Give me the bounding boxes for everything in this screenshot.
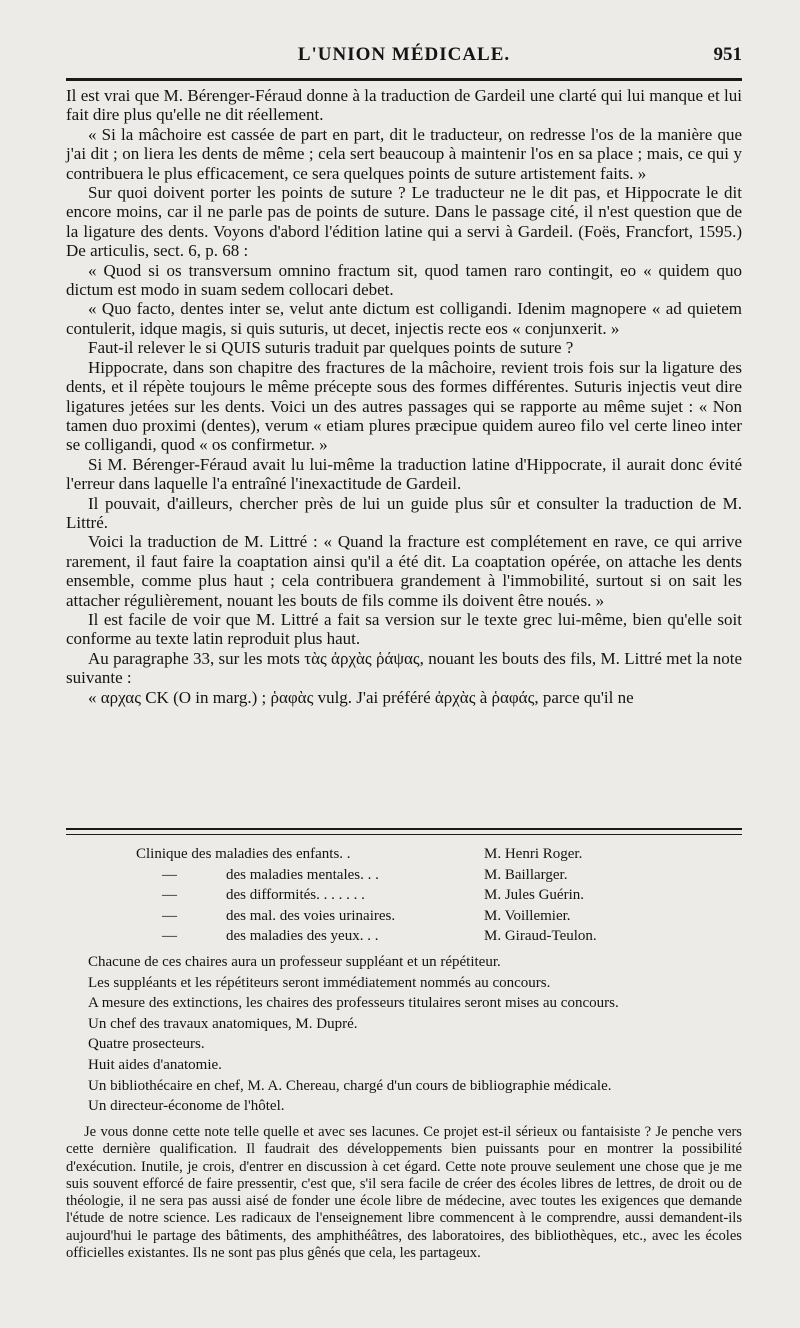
paragraph: Voici la traduction de M. Littré : « Quand la fracture est complétement en rave, ce qui arrive rarement, il faut faire la coaptation ainsi qu'il a été dit. La coaptation opérée, on attache les dents ensemble, comme plus haut ; cela contribuera grandement à l'immobilité, surtout si on sait les attacher régulièrement, nouant les bouts de fils comme ils doivent être noués. »	[66, 532, 742, 610]
paragraph: Sur quoi doivent porter les points de suture ? Le traducteur ne le dit pas, et Hippocrate le dit encore moins, car il ne parle pas de points de suture. Dans le passage cité, il n'est question que de la ligature des dents. Voyons d'abord l'édition latine qui a servi à Gardeil. (Foës, Francfort, 1595.) De articulis, sect. 6, p. 68 :	[66, 183, 742, 261]
section-divider	[66, 828, 742, 835]
closing-commentary	[66, 1124, 742, 1262]
chair-name: des mal. des voies urinaires.	[226, 907, 396, 924]
chair-prefix: —	[162, 928, 177, 944]
paragraph: Il est facile de voir que M. Littré a fait sa version sur le texte grec lui-même, bien qu'elle soit conforme au texte latin reproduit plus haut.	[66, 609, 742, 649]
chair-row	[66, 885, 742, 906]
paragraph: Hippocrate, dans son chapitre des fractures de la mâchoire, revient trois fois sur la ligature des dents, et il répète toujours le même précepte sous des formes différentes. Suturis injectis veut dire ligatures jetées sur les dents. Voici un des autres passages qui se rapporte au même sujet : « Non tamen duo proximi (dentes), verum « etiam plures præcipue quidem aureo filo vel certe lineo inter se colligandi, quod « os confirmetur. »	[66, 357, 742, 455]
paragraph: Il est vrai que M. Bérenger-Féraud donne à la traduction de Gardeil une clarté qui lui manque et lui fait dire plus qu'elle ne dit réellement.	[66, 86, 742, 125]
page-number: 951	[713, 44, 742, 65]
closing-paragraph: Je vous donne cette note telle quelle et avec ses lacunes. Ce projet est-il sérieux ou fantaisiste ? Je penche vers cette dernière qualification. Il faudrait des développements bien puissants pour en montrer la possibilité d'exécution. Inutile, je crois, d'entrer en discussion à cet égard. Cette note prouve seulement une chose que je me suis souvent efforcé de faire pressentir, c'est que, s'il sera facile de créer des écoles libres de lettres, de droit ou de théologie, il ne sera pas aussi aisé de fonder une école libre de médecine, avec toutes les exigences que demande l'étude de notre science. Les radicaux de l'enseignement libre commencent à le comprendre, aussi demandent-ils aujourd'hui le partage des bâtiments, des amphithéâtres, des laboratoires, des bibliothèques, etc., avec les écoles officielles existantes. Ils ne sont pas plus gênés que cela, les partageux.	[66, 1124, 742, 1262]
staff-line: Un chef des travaux anatomiques, M. Dupré.	[88, 1015, 358, 1032]
chair-name: des difformités. . . . . . .	[226, 887, 365, 903]
chair-name: Clinique des maladies des enfants. .	[136, 846, 351, 862]
chair-prefix: —	[162, 887, 177, 903]
chair-professor: M. Baillarger.	[484, 866, 568, 883]
chair-name: des maladies des yeux. . .	[226, 928, 379, 944]
chair-name: des maladies mentales. . .	[226, 866, 379, 883]
page-header	[66, 40, 742, 74]
chairs-list	[66, 844, 742, 947]
paragraph: « Si la mâchoire est cassée de part en part, dit le traducteur, on redresse l'os de la manière que j'ai dit ; on liera les dents de même ; cela sert beaucoup à maintenir l'os en sa place ; mais, ce qui y contribuera le plus efficacement, ce sera quelques points de suture artistement faits. »	[66, 124, 742, 183]
chair-professor: M. Henri Roger.	[484, 846, 583, 862]
chair-professor: M. Voillemier.	[484, 907, 571, 924]
chair-row	[66, 865, 742, 886]
staff-line: A mesure des extinctions, les chaires des professeurs titulaires seront mises au concours.	[88, 995, 619, 1012]
staff-line: Quatre prosecteurs.	[88, 1036, 205, 1053]
chair-prefix: —	[162, 866, 177, 883]
paragraph: Faut-il relever le si QUIS suturis traduit par quelques points de suture ?	[88, 338, 574, 358]
staff-line: Un directeur-économe de l'hôtel.	[88, 1098, 285, 1115]
staff-line: Un bibliothécaire en chef, M. A. Chereau, chargé d'un cours de bibliographie médicale.	[88, 1077, 612, 1094]
latin-quote: « Quo facto, dentes inter se, velut ante dictum est colligandi. Idenim magnopere « ad quietem contulerit, idque magis, si quis suturis, ut decet, injectis recte eos « conjunxerit. »	[66, 299, 742, 338]
paragraph: Au paragraphe 33, sur les mots τὰς ἀρχὰς ῥάψας, nouant les bouts des fils, M. Littré met la note suivante :	[66, 648, 742, 688]
staff-list	[66, 952, 742, 1117]
latin-quote: « Quod si os transversum omnino fractum sit, quod tamen raro contingit, eo « quidem quo dictum est modo in suam sedem collocari debet.	[66, 260, 742, 300]
header-rule	[66, 78, 742, 81]
staff-line: Huit aides d'anatomie.	[88, 1056, 222, 1073]
chair-professor: M. Giraud-Teulon.	[484, 928, 597, 944]
running-title: L'UNION MÉDICALE.	[297, 44, 511, 65]
paragraph: « αρχας CK (O in marg.) ; ῥαφὰς vulg. J'ai préféré ἀρχὰς à ῥαφάς, parce qu'il ne	[88, 687, 634, 707]
staff-line: Les suppléants et les répétiteurs seront immédiatement nommés au concours.	[88, 974, 551, 991]
main-article	[66, 86, 742, 707]
staff-line: Chacune de ces chaires aura un professeur suppléant et un répétiteur.	[88, 954, 501, 970]
chair-professor: M. Jules Guérin.	[484, 887, 584, 903]
paragraph: Si M. Bérenger-Féraud avait lu lui-même la traduction latine d'Hippocrate, il aurait donc évité l'erreur dans laquelle l'a entraîné l'inexactitude de Gardeil.	[66, 454, 742, 494]
chair-row	[66, 926, 742, 947]
chair-row	[66, 906, 742, 927]
paragraph: Il pouvait, d'ailleurs, chercher près de lui un guide plus sûr et consulter la traduction de M. Littré.	[66, 493, 742, 532]
chair-row	[66, 844, 742, 865]
chair-prefix: —	[162, 907, 177, 924]
